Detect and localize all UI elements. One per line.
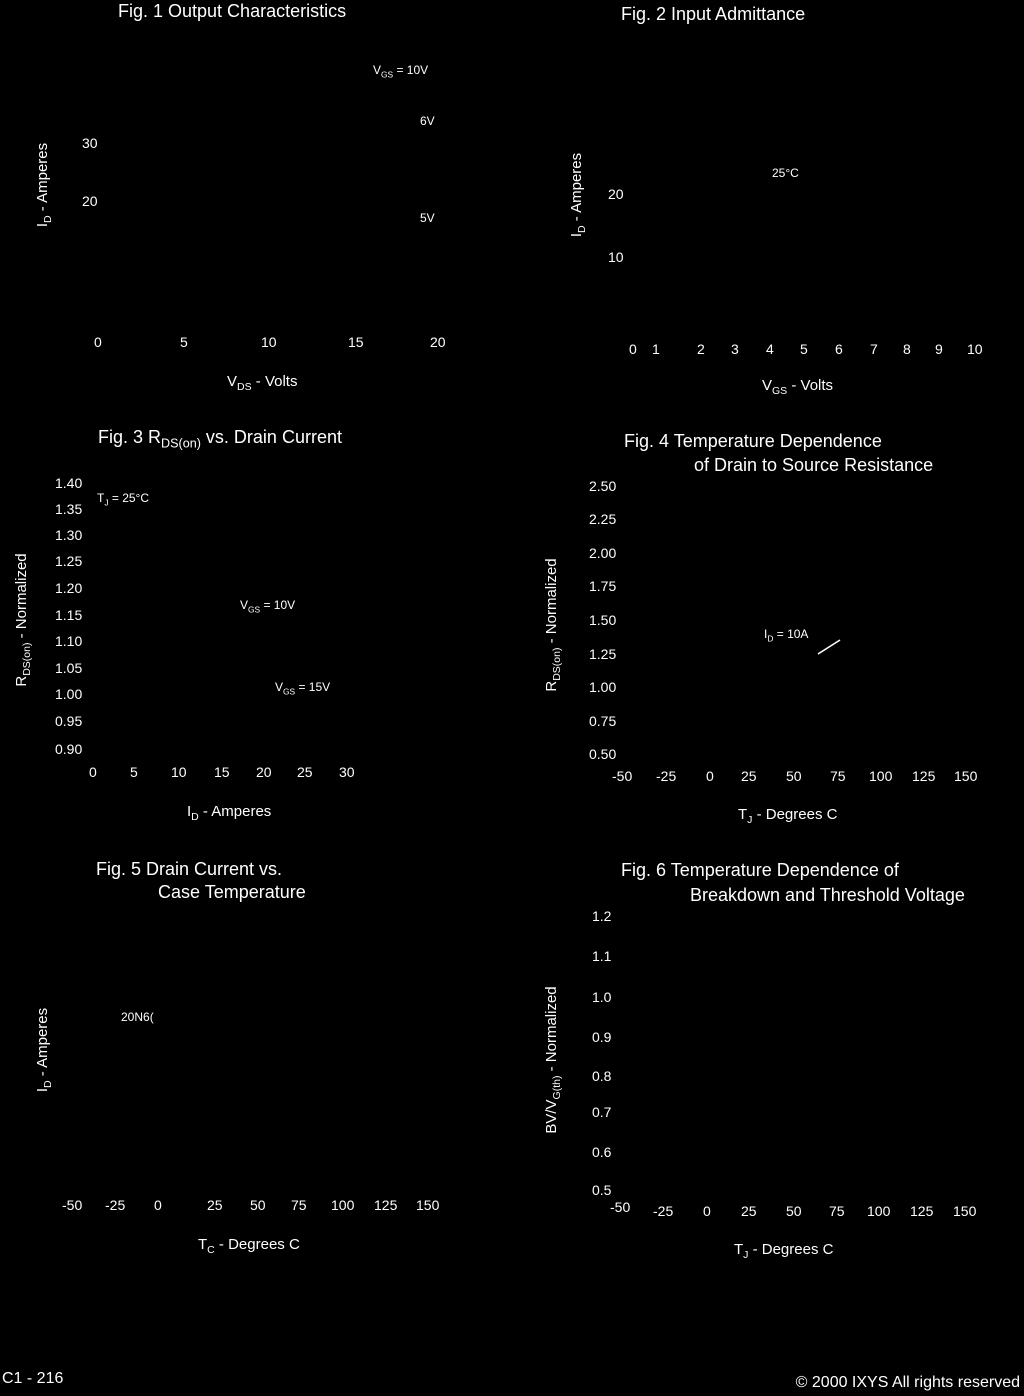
fig1-x-tick: 20 [430,334,446,350]
fig3-x-tick: 20 [256,764,272,780]
fig1-x-tick: 0 [94,334,102,350]
fig3-annotation-tj: $T_J = 25^\circ C$ [97,491,150,508]
fig6-x-tick: 50 [786,1203,802,1219]
fig3-annotation-vgs15: $V_{GS} = 15V$ [275,680,331,697]
fig6-x-axis-label: $T_J$ - Degrees C [734,1241,834,1261]
fig1-y-tick: 20 [82,193,98,209]
fig5-x-tick: 75 [291,1197,307,1213]
fig1-series-label-5v: 5V [420,211,435,225]
fig4-title-line1: Fig. 4 Temperature Dependence [624,431,882,451]
fig5-title-line1: Fig. 5 Drain Current vs. [96,859,283,879]
fig5-x-tick: 150 [416,1197,440,1213]
fig3-y-tick: 0.95 [55,713,83,729]
fig6-x-tick: -50 [610,1199,631,1215]
fig6-y-tick: 1.1 [592,948,612,964]
fig2-x-tick: 6 [835,341,843,357]
fig2-x-tick: 9 [935,341,943,357]
fig3-y-tick: 0.90 [55,741,83,757]
fig4-y-tick: 2.00 [589,545,617,561]
fig6-x-tick: 125 [910,1203,934,1219]
fig6-x-tick: -25 [653,1203,674,1219]
fig5-x-tick: 50 [250,1197,266,1213]
fig2-x-tick: 10 [967,341,983,357]
fig3-y-tick: 1.30 [55,527,83,543]
fig4-x-tick: 0 [706,768,714,784]
fig3-y-tick: 1.00 [55,686,83,702]
fig6-x-tick: 150 [953,1203,977,1219]
fig3-y-tick: 1.40 [55,475,83,491]
fig5-x-tick: -25 [105,1197,126,1213]
fig3-x-tick: 10 [171,764,187,780]
fig3-title: Fig. 3 $R_{DS(on)}$ vs. Drain Current [98,427,342,451]
fig6-y-tick: 0.7 [592,1104,612,1120]
fig4-x-tick: -50 [612,768,633,784]
fig6-y-tick: 1.0 [592,989,612,1005]
fig2-x-tick: 2 [697,341,705,357]
fig5-title-line2: Case Temperature [158,882,306,902]
fig1-series-label-6v: 6V [420,114,435,128]
fig6-title-line1: Fig. 6 Temperature Dependence of [621,860,899,880]
fig2-y-axis-label: $I_D$ - Amperes [568,152,588,238]
fig3-y-tick: 1.20 [55,580,83,596]
fig3-y-tick: 1.35 [55,501,83,517]
fig4-x-tick: 75 [830,768,846,784]
fig4-y-tick: 0.75 [589,713,617,729]
fig4-title-line2: of Drain to Source Resistance [694,455,934,475]
fig3-x-tick: 5 [130,764,138,780]
fig6-y-tick: 0.6 [592,1144,612,1160]
fig6-x-tick: 0 [703,1203,711,1219]
fig4-x-tick: 125 [912,768,936,784]
fig5-x-tick: 25 [207,1197,223,1213]
fig1-y-tick: 30 [82,135,98,151]
fig1-x-tick: 15 [348,334,364,350]
fig4-y-axis-label: $R_{DS(on)}$ - Normalized [543,558,563,692]
fig3-x-axis-label: $I_D$ - Amperes [187,803,272,823]
fig6-y-tick: 0.5 [592,1182,612,1198]
fig3-y-tick: 1.05 [55,660,83,676]
fig2-x-tick: 1 [652,341,660,357]
fig1-title: Fig. 1 Output Characteristics [118,1,347,21]
fig3-x-tick: 25 [297,764,313,780]
fig2-x-tick: 8 [903,341,911,357]
fig4-x-tick: 100 [869,768,893,784]
fig4-y-tick: 1.50 [589,612,617,628]
fig6-y-tick: 1.2 [592,908,612,924]
fig5-annotation-part: 20N6( [121,1010,154,1024]
fig3-y-axis-label: $R_{DS(on)}$ - Normalized [13,553,33,687]
fig5-x-tick: 100 [331,1197,355,1213]
fig4-annotation-arrow [816,636,846,656]
fig4-x-tick: 25 [741,768,757,784]
fig3-y-tick: 1.25 [55,553,83,569]
fig5-y-axis-label: $I_D$ - Amperes [34,1007,54,1093]
fig1-y-axis-label: $I_D$ - Amperes [34,142,54,228]
fig5-x-tick: -50 [62,1197,83,1213]
fig6-x-tick: 25 [741,1203,757,1219]
fig1-x-tick: 5 [180,334,188,350]
fig1-x-tick: 10 [261,334,277,350]
fig3-annotation-vgs10: $V_{GS} = 10V$ [240,598,296,615]
fig5-x-tick: 0 [154,1197,162,1213]
copyright-notice: © 2000 IXYS All rights reserved [795,1374,1020,1391]
fig2-x-tick: 3 [731,341,739,357]
fig6-y-axis-label: $BV/V_{G(th)}$ - Normalized [543,986,563,1134]
fig4-x-axis-label: $T_J$ - Degrees C [738,806,838,826]
fig6-y-tick: 0.8 [592,1068,612,1084]
fig2-x-tick: 7 [870,341,878,357]
fig3-x-tick: 30 [339,764,355,780]
fig4-y-tick: 2.50 [589,478,617,494]
fig3-y-tick: 1.15 [55,607,83,623]
fig4-y-tick: 0.50 [589,746,617,762]
fig1-x-axis-label: $V_{DS}$ - Volts [227,373,298,393]
fig2-x-axis-label: $V_{GS}$ - Volts [762,377,834,397]
fig4-y-tick: 2.25 [589,511,617,527]
fig2-x-tick: 4 [766,341,774,357]
fig3-x-tick: 0 [89,764,97,780]
fig6-x-tick: 100 [867,1203,891,1219]
fig2-y-tick: 20 [608,186,624,202]
fig2-x-tick: 0 [629,341,637,357]
fig4-x-tick: -25 [656,768,677,784]
fig3-x-tick: 15 [214,764,230,780]
fig4-y-tick: 1.75 [589,578,617,594]
fig4-x-tick: 150 [954,768,978,784]
fig2-x-tick: 5 [800,341,808,357]
fig3-y-tick: 1.10 [55,633,83,649]
fig4-y-tick: 1.00 [589,679,617,695]
fig1-series-label-vgs10: $V_{GS} = 10V$ [373,63,429,80]
fig6-x-tick: 75 [829,1203,845,1219]
fig6-y-tick: 0.9 [592,1029,612,1045]
fig5-x-axis-label: $T_C$ - Degrees C [198,1236,300,1256]
fig4-y-tick: 1.25 [589,646,617,662]
fig2-y-tick: 10 [608,249,624,265]
fig4-annotation-id: $I_D = 10A$ [764,627,809,644]
fig2-annotation-25c: 25°C [772,166,799,180]
page-number: C1 - 216 [2,1370,64,1387]
fig6-title-line2: Breakdown and Threshold Voltage [690,885,965,905]
fig2-title: Fig. 2 Input Admittance [621,4,806,24]
fig4-x-tick: 50 [786,768,802,784]
fig5-x-tick: 125 [374,1197,398,1213]
